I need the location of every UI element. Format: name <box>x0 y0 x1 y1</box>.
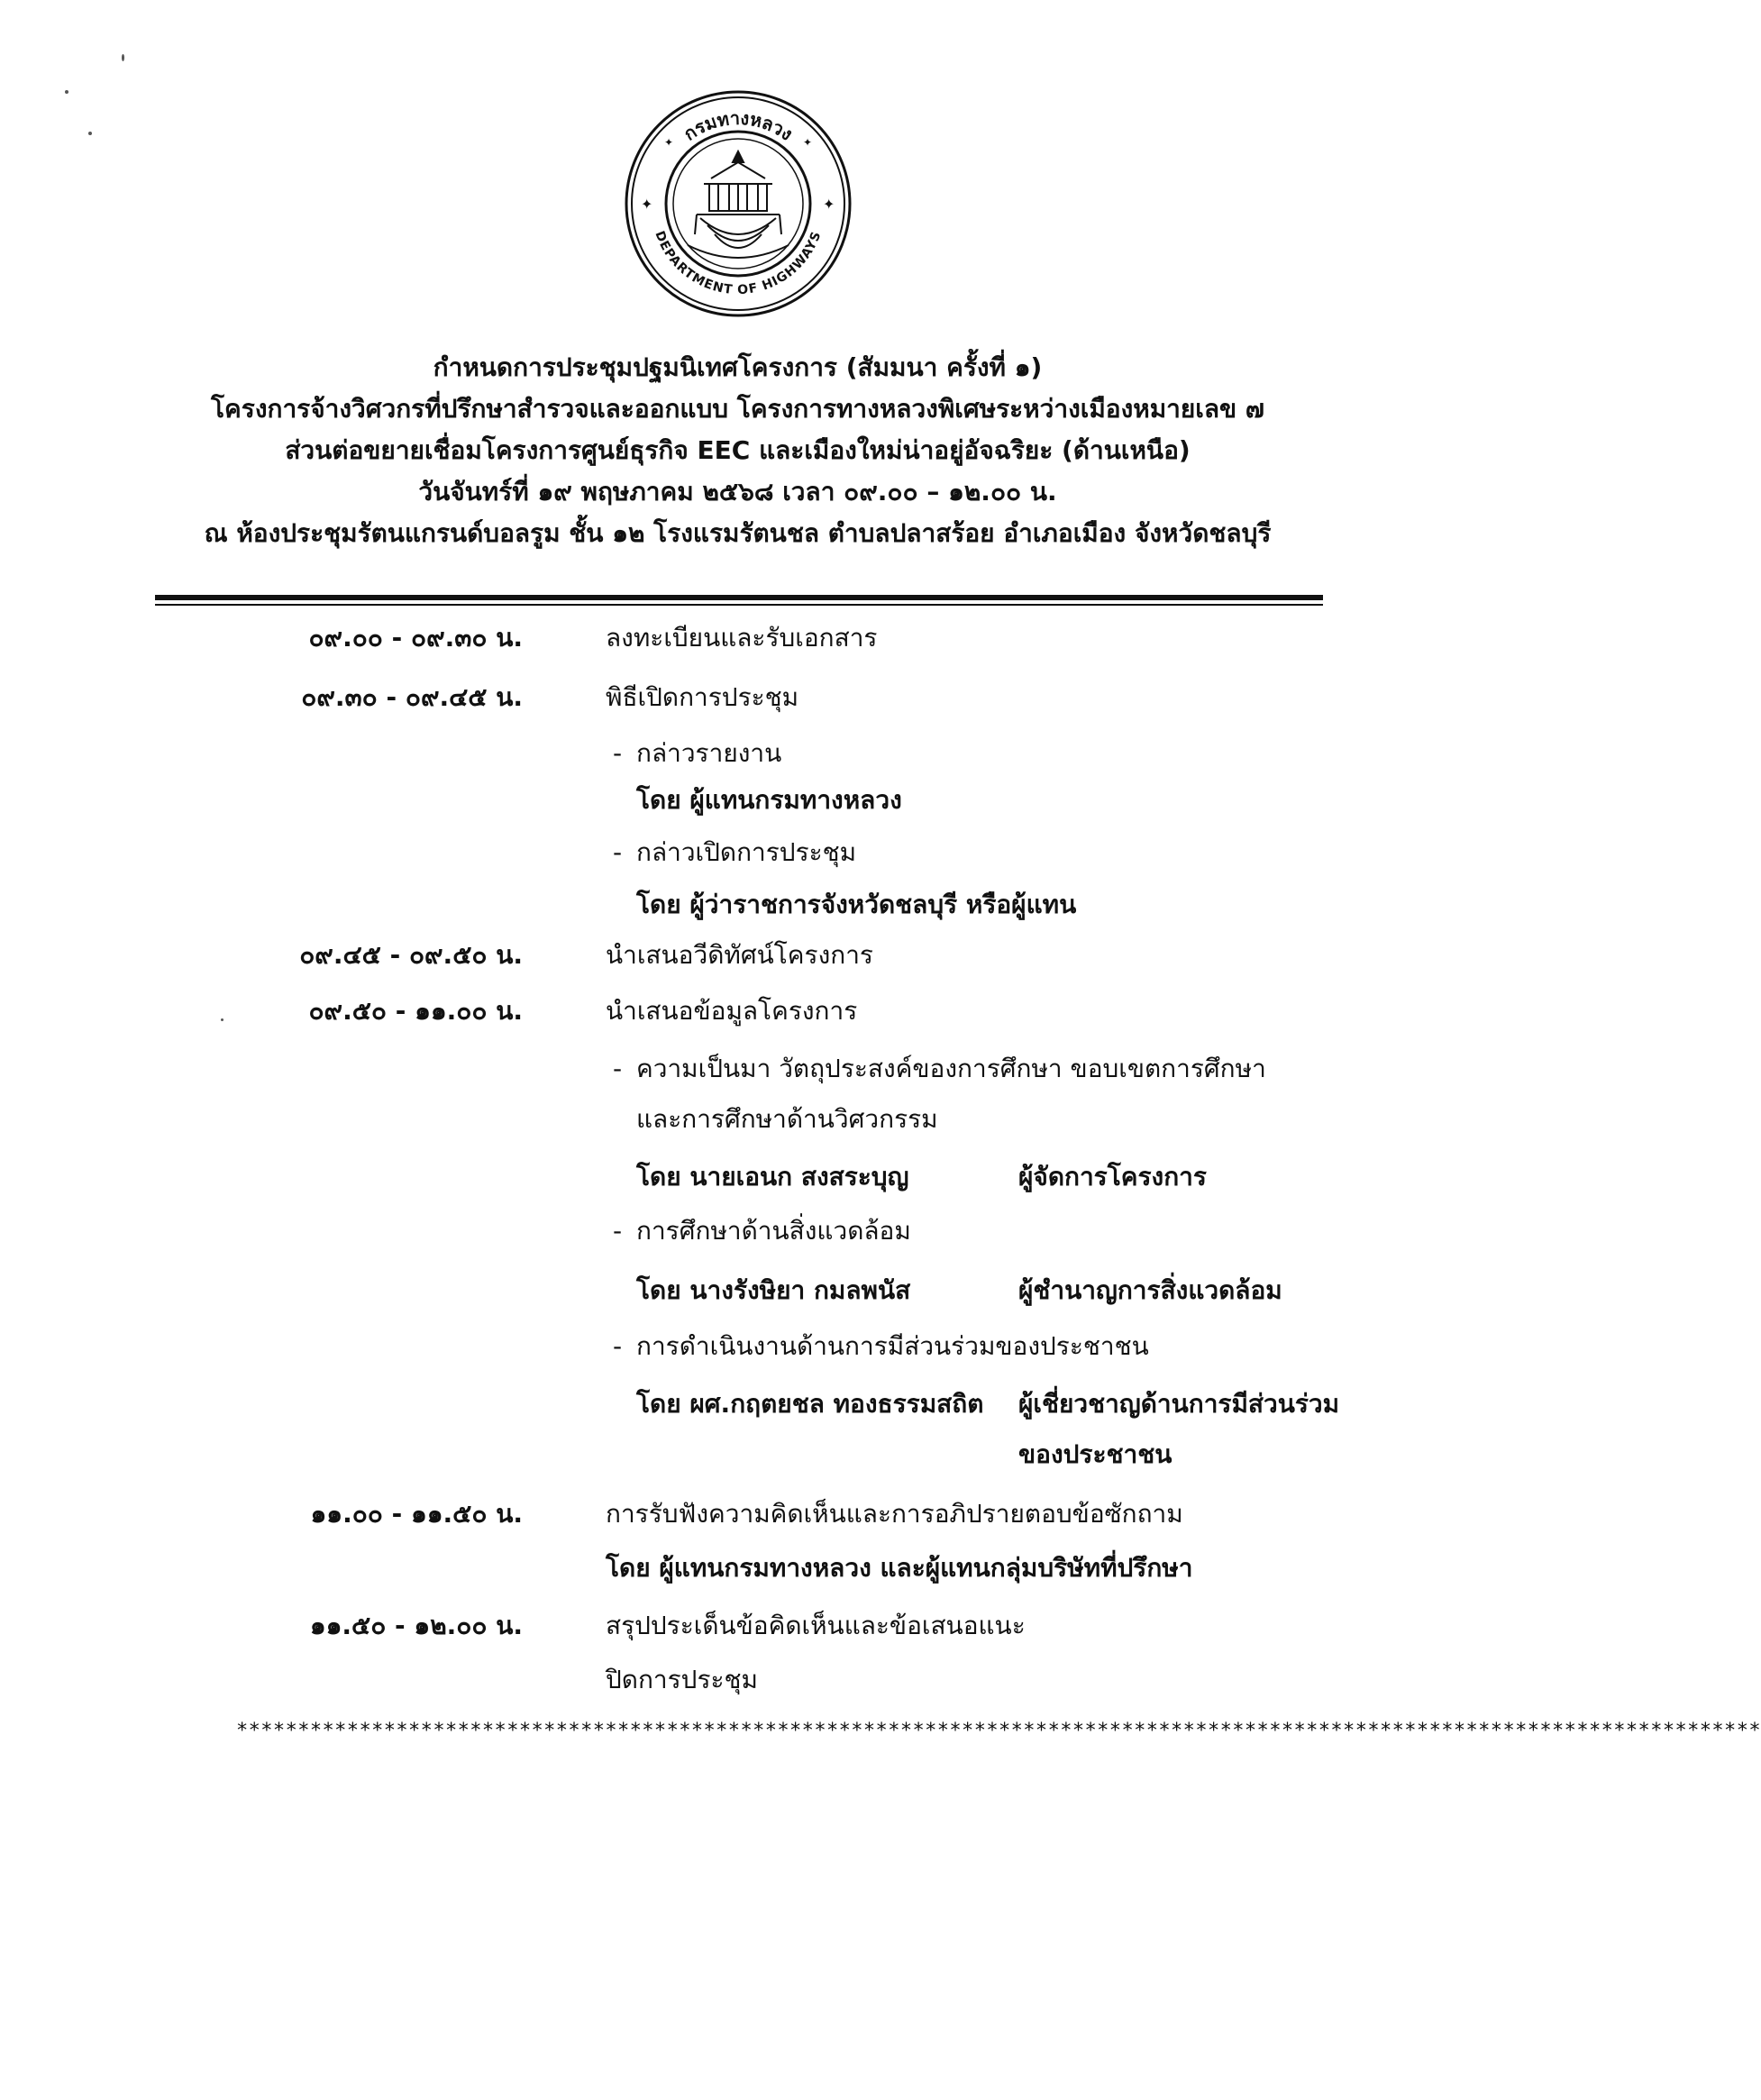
list-dash: - <box>613 1216 623 1246</box>
svg-text:✦: ✦ <box>641 196 653 213</box>
heading-divider <box>155 595 1323 606</box>
agenda-item-closing: ปิดการประชุม <box>606 1665 758 1694</box>
agenda-presenter: โดย ผู้แทนกรมทางหลวง และผู้แทนกลุ่มบริษัทที่ปรึกษา <box>606 1553 1193 1583</box>
heading-project-subtitle: ส่วนต่อขยายเชื่อมโครงการศูนย์ธุรกิจ EEC และเมืองใหม่น่าอยู่อัจฉริยะ (ด้านเหนือ) <box>285 435 1191 465</box>
heading-date-time: วันจันทร์ที่ ๑๙ พฤษภาคม ๒๕๖๘ เวลา ๐๙.๐๐ – ๑๒.๐๐ น. <box>418 477 1057 507</box>
agenda-time-2: ๐๙.๓๐ - ๐๙.๔๕ น. <box>301 682 523 712</box>
agenda-subitem-public-participation: การดำเนินงานด้านการมีส่วนร่วมของประชาชน <box>636 1331 1149 1361</box>
agenda-presenter-role: ผู้เชี่ยวชาญด้านการมีส่วนร่วม <box>1018 1389 1340 1419</box>
svg-text:✦: ✦ <box>803 136 813 149</box>
list-dash: - <box>613 1054 623 1083</box>
svg-text:DEPARTMENT OF HIGHWAYS <box>652 229 824 297</box>
agenda-presenter: โดย นางรังษิยา กมลพนัส <box>636 1275 911 1305</box>
agenda-presenter: โดย ผศ.กฤตยชล ทองธรรมสถิต <box>636 1389 984 1419</box>
agenda-item-project-info: นำเสนอข้อมูลโครงการ <box>606 996 858 1026</box>
agenda-subitem-opening-speech: กล่าวเปิดการประชุม <box>636 837 857 867</box>
agenda-subitem-background-cont: และการศึกษาด้านวิศวกรรม <box>636 1104 938 1134</box>
agenda-item-summary: สรุปประเด็นข้อคิดเห็นและข้อเสนอแนะ <box>606 1611 1026 1640</box>
agenda-time-4: ๐๙.๕๐ - ๑๑.๐๐ น. <box>308 996 523 1026</box>
heading-project-name: โครงการจ้างวิศวกรที่ปรึกษาสำรวจและออกแบบ โครงการทางหลวงพิเศษระหว่างเมืองหมายเลข ๗ <box>211 394 1264 424</box>
seal-top-text: กรมทางหลวง <box>680 106 798 145</box>
seal-bottom-text: DEPARTMENT OF HIGHWAYS <box>652 229 825 298</box>
department-of-highways-seal-logo <box>625 90 852 317</box>
scan-speck <box>122 54 124 61</box>
agenda-presenter-role: ผู้ชำนาญการสิ่งแวดล้อม <box>1018 1275 1282 1305</box>
agenda-subitem-report: กล่าวรายงาน <box>636 738 782 768</box>
agenda-presenter: โดย นายเอนก สงสระบุญ <box>636 1162 909 1192</box>
heading-venue: ณ ห้องประชุมรัตนแกรนด์บอลรูม ชั้น ๑๒ โรงแรมรัตนชล ตำบลปลาสร้อย อำเภอเมือง จังหวัดชลบุรี <box>204 518 1272 548</box>
scan-speck <box>88 132 92 135</box>
agenda-time-3: ๐๙.๔๕ - ๐๙.๕๐ น. <box>299 940 523 970</box>
list-dash: - <box>613 837 623 867</box>
agenda-item-registration: ลงทะเบียนและรับเอกสาร <box>606 623 878 653</box>
scan-speck <box>65 90 68 94</box>
list-dash: - <box>613 1331 623 1361</box>
svg-text:✦: ✦ <box>823 196 835 213</box>
scan-speck <box>221 1018 224 1021</box>
agenda-time-5: ๑๑.๐๐ - ๑๑.๕๐ น. <box>310 1499 523 1529</box>
svg-text:✦: ✦ <box>664 136 674 149</box>
document-heading <box>108 347 1367 554</box>
agenda-presenter-role-cont: ของประชาชน <box>1018 1439 1172 1469</box>
agenda-time-6: ๑๑.๕๐ - ๑๒.๐๐ น. <box>309 1611 523 1640</box>
agenda-presenter: โดย ผู้ว่าราชการจังหวัดชลบุรี หรือผู้แทน <box>636 890 1077 919</box>
agenda-presenter-role: ผู้จัดการโครงการ <box>1018 1162 1207 1192</box>
agenda-subitem-background: ความเป็นมา วัตถุประสงค์ของการศึกษา ขอบเขตการศึกษา <box>636 1054 1266 1083</box>
agenda-time-1: ๐๙.๐๐ - ๐๙.๓๐ น. <box>308 623 523 653</box>
footer-star-line: **************************************************************************************************************************** <box>236 1720 1761 1742</box>
agenda-item-video: นำเสนอวีดิทัศน์โครงการ <box>606 940 873 970</box>
agenda-item-opening-ceremony: พิธีเปิดการประชุม <box>606 682 799 712</box>
agenda-subitem-environment: การศึกษาด้านสิ่งแวดล้อม <box>636 1216 911 1246</box>
agenda-presenter: โดย ผู้แทนกรมทางหลวง <box>636 785 902 815</box>
list-dash: - <box>613 738 623 768</box>
heading-title: กำหนดการประชุมปฐมนิเทศโครงการ (สัมมนา ครั้งที่ ๑) <box>433 352 1043 382</box>
agenda-item-discussion: การรับฟังความคิดเห็นและการอภิปรายตอบข้อซักถาม <box>606 1499 1183 1529</box>
